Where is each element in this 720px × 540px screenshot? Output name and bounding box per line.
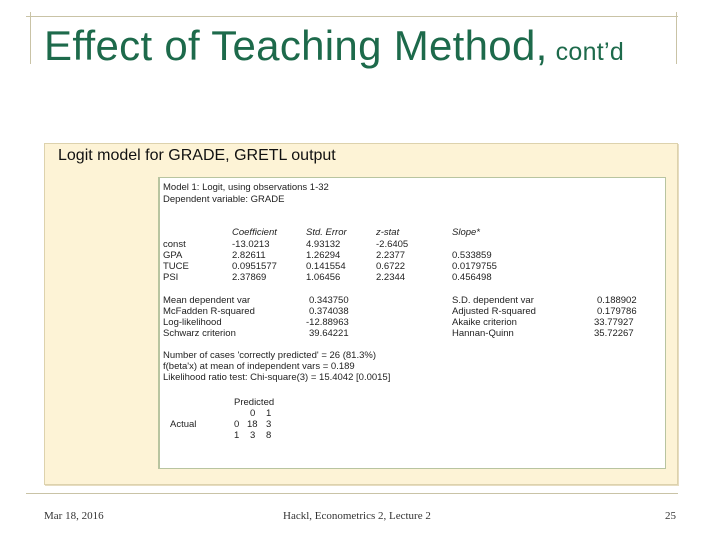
coef-row-se: 1.06456 bbox=[306, 272, 341, 283]
stat-left-label: McFadden R-squared bbox=[163, 306, 255, 317]
frame-top-line bbox=[26, 16, 678, 17]
coef-row-slope: 0.456498 bbox=[452, 272, 492, 283]
stat-left-value: -12.88963 bbox=[306, 317, 349, 328]
col-header: 1 bbox=[266, 408, 272, 419]
coef-row-z: 2.2377 bbox=[376, 250, 406, 261]
coef-row-name: GPA bbox=[163, 250, 183, 261]
dependent-line: Dependent variable: GRADE bbox=[163, 194, 285, 205]
cell-value: 3 bbox=[266, 419, 272, 430]
stat-left-value: 39.64221 bbox=[309, 328, 349, 339]
stat-left-value: 0.374038 bbox=[309, 306, 349, 317]
coef-row-slope: 0.533859 bbox=[452, 250, 492, 261]
actual-label: Actual bbox=[170, 419, 197, 430]
content-panel bbox=[44, 143, 678, 485]
note-line: f(beta'x) at mean of independent vars = 0.189 bbox=[163, 361, 355, 372]
predicted-label: Predicted bbox=[234, 397, 275, 408]
note-line: Likelihood ratio test: Chi-square(3) = 15.4042 [0.0015] bbox=[163, 372, 391, 383]
coef-row-coef: -13.0213 bbox=[232, 239, 270, 250]
coef-row-coef: 2.37869 bbox=[232, 272, 267, 283]
stat-right-value: 35.72267 bbox=[594, 328, 634, 339]
slide-title-suffix: cont’d bbox=[555, 38, 625, 66]
page-number: 25 bbox=[665, 510, 676, 522]
stat-right-label: Akaike criterion bbox=[452, 317, 517, 328]
coef-row-slope: 0.0179755 bbox=[452, 261, 497, 272]
coef-row-coef: 0.0951577 bbox=[232, 261, 277, 272]
header-slope: Slope* bbox=[452, 227, 480, 238]
footer-date: Mar 18, 2016 bbox=[44, 510, 104, 522]
stat-right-label: Adjusted R-squared bbox=[452, 306, 536, 317]
coef-row-se: 1.26294 bbox=[306, 250, 341, 261]
stat-right-value: 33.77927 bbox=[594, 317, 634, 328]
coef-row-name: TUCE bbox=[163, 261, 189, 272]
note-line: Number of cases 'correctly predicted' = 26 (81.3%) bbox=[163, 350, 376, 361]
slide-title-main: Effect of Teaching Method, bbox=[44, 22, 548, 69]
stat-left-label: Log-likelihood bbox=[163, 317, 222, 328]
stat-left-value: 0.343750 bbox=[309, 295, 349, 306]
gretl-output-box bbox=[158, 177, 666, 469]
stat-left-label: Mean dependent var bbox=[163, 295, 251, 306]
frame-left-line bbox=[30, 12, 31, 64]
model-line: Model 1: Logit, using observations 1-32 bbox=[163, 182, 329, 193]
row-label: 1 bbox=[234, 430, 240, 441]
coef-row-name: const bbox=[163, 239, 186, 250]
slide-title bbox=[44, 22, 624, 70]
stat-right-label: Hannan-Quinn bbox=[452, 328, 514, 339]
stat-left-label: Schwarz criterion bbox=[163, 328, 236, 339]
coef-row-se: 4.93132 bbox=[306, 239, 341, 250]
cell-value: 3 bbox=[250, 430, 256, 441]
frame-right-line bbox=[676, 12, 677, 64]
cell-value: 18 bbox=[247, 419, 258, 430]
coef-row-z: -2.6405 bbox=[376, 239, 409, 250]
header-std-error: Std. Error bbox=[306, 227, 347, 238]
coef-row-z: 0.6722 bbox=[376, 261, 406, 272]
col-header: 0 bbox=[250, 408, 256, 419]
header-coefficient: Coefficient bbox=[232, 227, 277, 238]
stat-right-value: 0.179786 bbox=[597, 306, 637, 317]
coef-row-name: PSI bbox=[163, 272, 179, 283]
coef-row-z: 2.2344 bbox=[376, 272, 406, 283]
panel-title: Logit model for GRADE, GRETL output bbox=[58, 147, 336, 164]
stat-right-value: 0.188902 bbox=[597, 295, 637, 306]
row-label: 0 bbox=[234, 419, 240, 430]
header-z-stat: z-stat bbox=[376, 227, 400, 238]
cell-value: 8 bbox=[266, 430, 272, 441]
frame-bottom-line bbox=[26, 493, 678, 494]
footer-center: Hackl, Econometrics 2, Lecture 2 bbox=[283, 510, 431, 522]
coef-row-coef: 2.82611 bbox=[232, 250, 266, 261]
stat-right-label: S.D. dependent var bbox=[452, 295, 534, 306]
coef-row-se: 0.141554 bbox=[306, 261, 346, 272]
